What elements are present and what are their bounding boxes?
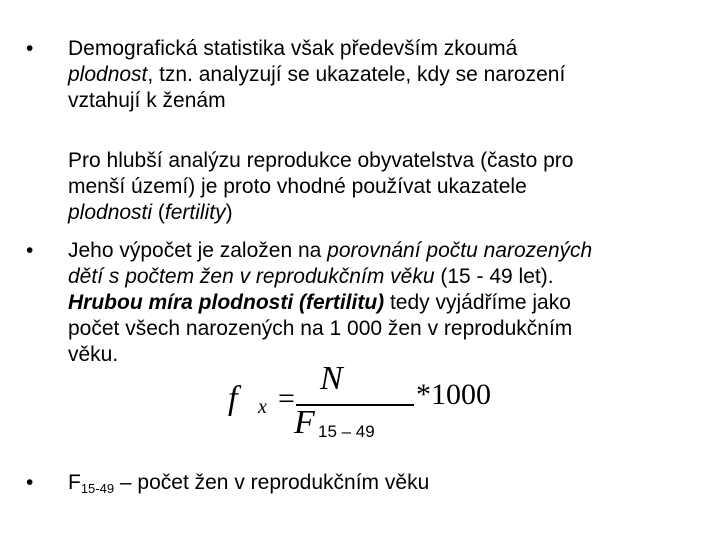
bullet-1-text [68, 36, 565, 114]
text-run: vztahují k ženám [68, 89, 226, 112]
formula-equals: = [278, 382, 295, 415]
fertility-formula [228, 360, 491, 444]
text-line [68, 290, 592, 316]
formula-numerator: N [320, 360, 343, 397]
text-run: (15 - 49 let). [434, 265, 554, 288]
text-run: ) [225, 201, 233, 224]
text-run: počet všech narozených na 1 000 žen v reprodukčním [68, 317, 573, 340]
formula-denominator: F [294, 404, 315, 441]
text-run: plodnost [68, 63, 148, 86]
text-run: plodnosti [68, 201, 153, 224]
text-run: fertility [164, 201, 226, 224]
text-run: Hrubou míra plodnosti (fertilitu) [68, 291, 385, 314]
text-line [68, 238, 592, 264]
text-run: porovnání počtu narozených [327, 239, 593, 262]
bullet-marker: • [26, 239, 34, 262]
f-symbol: F [68, 471, 81, 494]
text-line [68, 316, 592, 342]
formula-lhs: f [228, 380, 238, 417]
text-line [68, 88, 565, 114]
text-run: Jeho výpočet je založen na [68, 239, 328, 262]
text-run: věku. [68, 343, 119, 366]
formula-lhs-sub: x [258, 396, 267, 418]
bullet-3-text [68, 470, 429, 502]
text-line [68, 200, 573, 226]
text-run: tedy vyjádříme jako [384, 291, 571, 314]
f-description: – počet žen v reprodukčním věku [114, 471, 430, 494]
text-run: Demografická statistika však především zkoumá [68, 37, 518, 60]
text-run: ( [152, 201, 165, 224]
text-line [68, 264, 592, 290]
bullet-marker: • [26, 37, 34, 60]
text-run: Pro hlubší analýzu reprodukce obyvatelstva (často pro [68, 149, 574, 172]
text-line [68, 174, 573, 200]
text-run: menší území) je proto vhodné používat ukazatele [68, 175, 527, 198]
paragraph-text [68, 148, 573, 226]
formula-denominator-sub: 15 – 49 [318, 422, 375, 441]
formula-multiplier: *1000 [416, 378, 491, 411]
text-run: , tzn. analyzují se ukazatele, kdy se narození [147, 63, 566, 86]
text-run: dětí s počtem žen v reprodukčním věku [68, 265, 435, 288]
text-line [68, 62, 565, 88]
text-line [68, 36, 565, 62]
text-line [68, 148, 573, 174]
bullet-2-text [68, 238, 592, 368]
f-subscript: 15-49 [80, 481, 115, 496]
bullet-marker: • [26, 471, 34, 494]
